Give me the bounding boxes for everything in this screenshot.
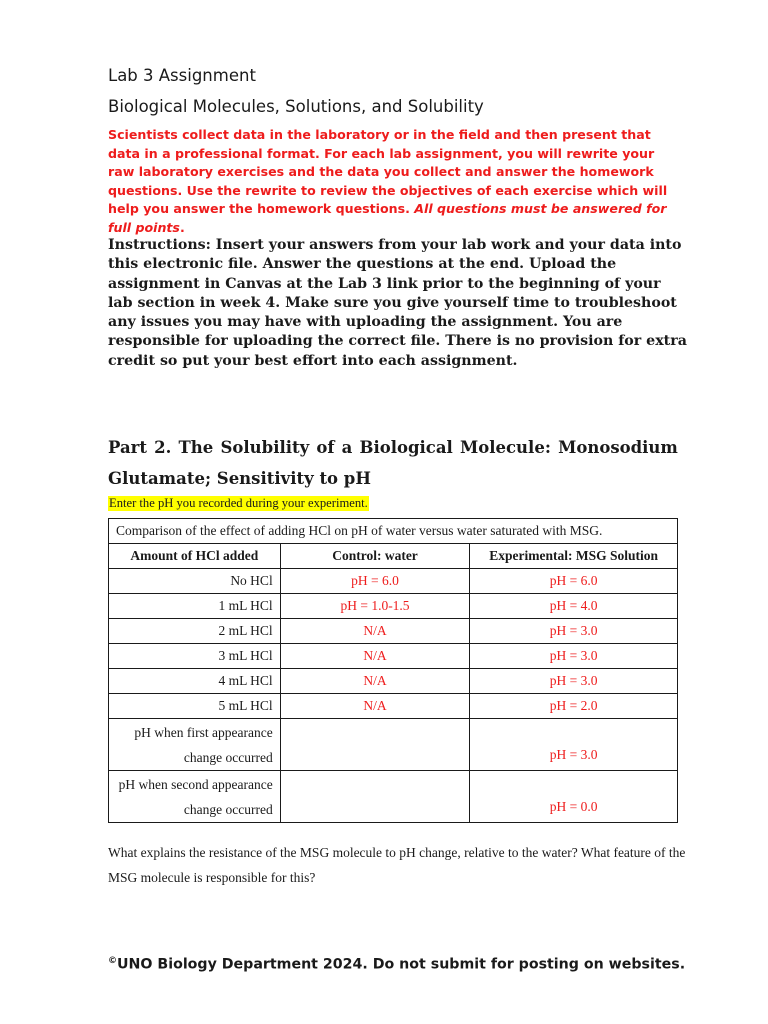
row-label: 3 mL HCl	[109, 644, 281, 669]
label-line2: change occurred	[183, 801, 273, 817]
experimental-value[interactable]: pH = 3.0	[470, 669, 678, 694]
label-line1: pH when first appearance	[134, 724, 273, 740]
control-value[interactable]	[280, 771, 470, 823]
heading-word: Monosodium	[558, 438, 678, 457]
table-header-row	[109, 544, 678, 569]
table-row	[109, 644, 678, 669]
document-subtitle: Biological Molecules, Solutions, and Solubility	[108, 97, 484, 116]
heading-word: The	[178, 438, 214, 457]
document-title: Lab 3 Assignment	[108, 66, 256, 85]
control-value[interactable]: pH = 1.0-1.5	[280, 594, 470, 619]
row-label: No HCl	[109, 569, 281, 594]
table-caption-row	[109, 519, 678, 544]
control-value[interactable]: N/A	[280, 619, 470, 644]
highlighted-instruction: Enter the pH you recorded during your experiment.	[109, 496, 368, 510]
table-row-second-change	[109, 771, 678, 823]
footer	[108, 956, 685, 973]
intro-end-text: .	[179, 219, 185, 235]
heading-word: 2.	[154, 438, 172, 457]
experimental-value[interactable]: pH = 2.0	[470, 694, 678, 719]
control-value[interactable]: N/A	[280, 644, 470, 669]
row-label: 1 mL HCl	[109, 594, 281, 619]
table-row	[109, 694, 678, 719]
question-text: What explains the resistance of the MSG molecule to pH change, relative to the water? What feature of the MSG molecule is responsible for this?	[108, 845, 686, 885]
heading-word: Part	[108, 438, 147, 457]
row-label: 5 mL HCl	[109, 694, 281, 719]
header-amount-hcl: Amount of HCl added	[109, 544, 281, 569]
footer-text: UNO Biology Department 2024. Do not submit for posting on websites.	[117, 956, 686, 973]
table-row	[109, 669, 678, 694]
copyright-symbol: ©	[108, 956, 117, 966]
label-line2: change occurred	[183, 749, 273, 765]
ph-comparison-table	[108, 518, 678, 823]
experimental-value[interactable]: pH = 0.0	[470, 771, 678, 823]
control-value[interactable]: N/A	[280, 669, 470, 694]
part-heading-line1	[108, 432, 678, 463]
row-label: 4 mL HCl	[109, 669, 281, 694]
instructions-paragraph: Instructions: Insert your answers from your lab work and your data into this electronic file. Answer the questions at the end. Upload the assignment in Canvas at the Lab 3 link prior to the beginning of your lab section in week 4. Make sure you give yourself time to troubleshoot any issues you may have with uploading the assignment. You are responsible for uploading the correct file. There is no provision for extra credit so put your best effort into each assignment.	[108, 237, 687, 369]
control-value[interactable]	[280, 719, 470, 771]
table-caption: Comparison of the effect of adding HCl on pH of water versus water saturated with MSG.	[109, 519, 678, 544]
part-heading-line2: Glutamate; Sensitivity to pH	[108, 469, 371, 488]
experimental-value[interactable]: pH = 3.0	[470, 619, 678, 644]
control-value[interactable]: pH = 6.0	[280, 569, 470, 594]
control-value[interactable]: N/A	[280, 694, 470, 719]
experimental-value[interactable]: pH = 3.0	[470, 719, 678, 771]
heading-word: a	[341, 438, 353, 457]
experimental-value[interactable]: pH = 6.0	[470, 569, 678, 594]
row-label	[109, 719, 281, 771]
table-row	[109, 594, 678, 619]
table-row	[109, 619, 678, 644]
intro-emphasis-text: All questions must be answered for full points	[108, 201, 667, 235]
row-label: 2 mL HCl	[109, 619, 281, 644]
experimental-value[interactable]: pH = 4.0	[470, 594, 678, 619]
experimental-value[interactable]: pH = 3.0	[470, 644, 678, 669]
heading-word: Molecule:	[459, 438, 551, 457]
header-control-water: Control: water	[280, 544, 470, 569]
heading-word: Biological	[359, 438, 453, 457]
intro-paragraph	[108, 126, 678, 238]
heading-word: of	[316, 438, 335, 457]
table-row	[109, 569, 678, 594]
row-label	[109, 771, 281, 823]
header-experimental-msg: Experimental: MSG Solution	[470, 544, 678, 569]
heading-word: Solubility	[220, 438, 310, 457]
label-line1: pH when second appearance	[118, 776, 273, 792]
table-row-first-change	[109, 719, 678, 771]
part-heading	[108, 432, 678, 494]
intro-main-text: Scientists collect data in the laboratory or in the field and then present that data in a professional format. For each lab assignment, you will rewrite your raw laboratory exercises and the data you collect and answer the homework questions. Use the rewrite to review the objectives of each exercise which will help you answer the homework questions.	[108, 127, 668, 217]
